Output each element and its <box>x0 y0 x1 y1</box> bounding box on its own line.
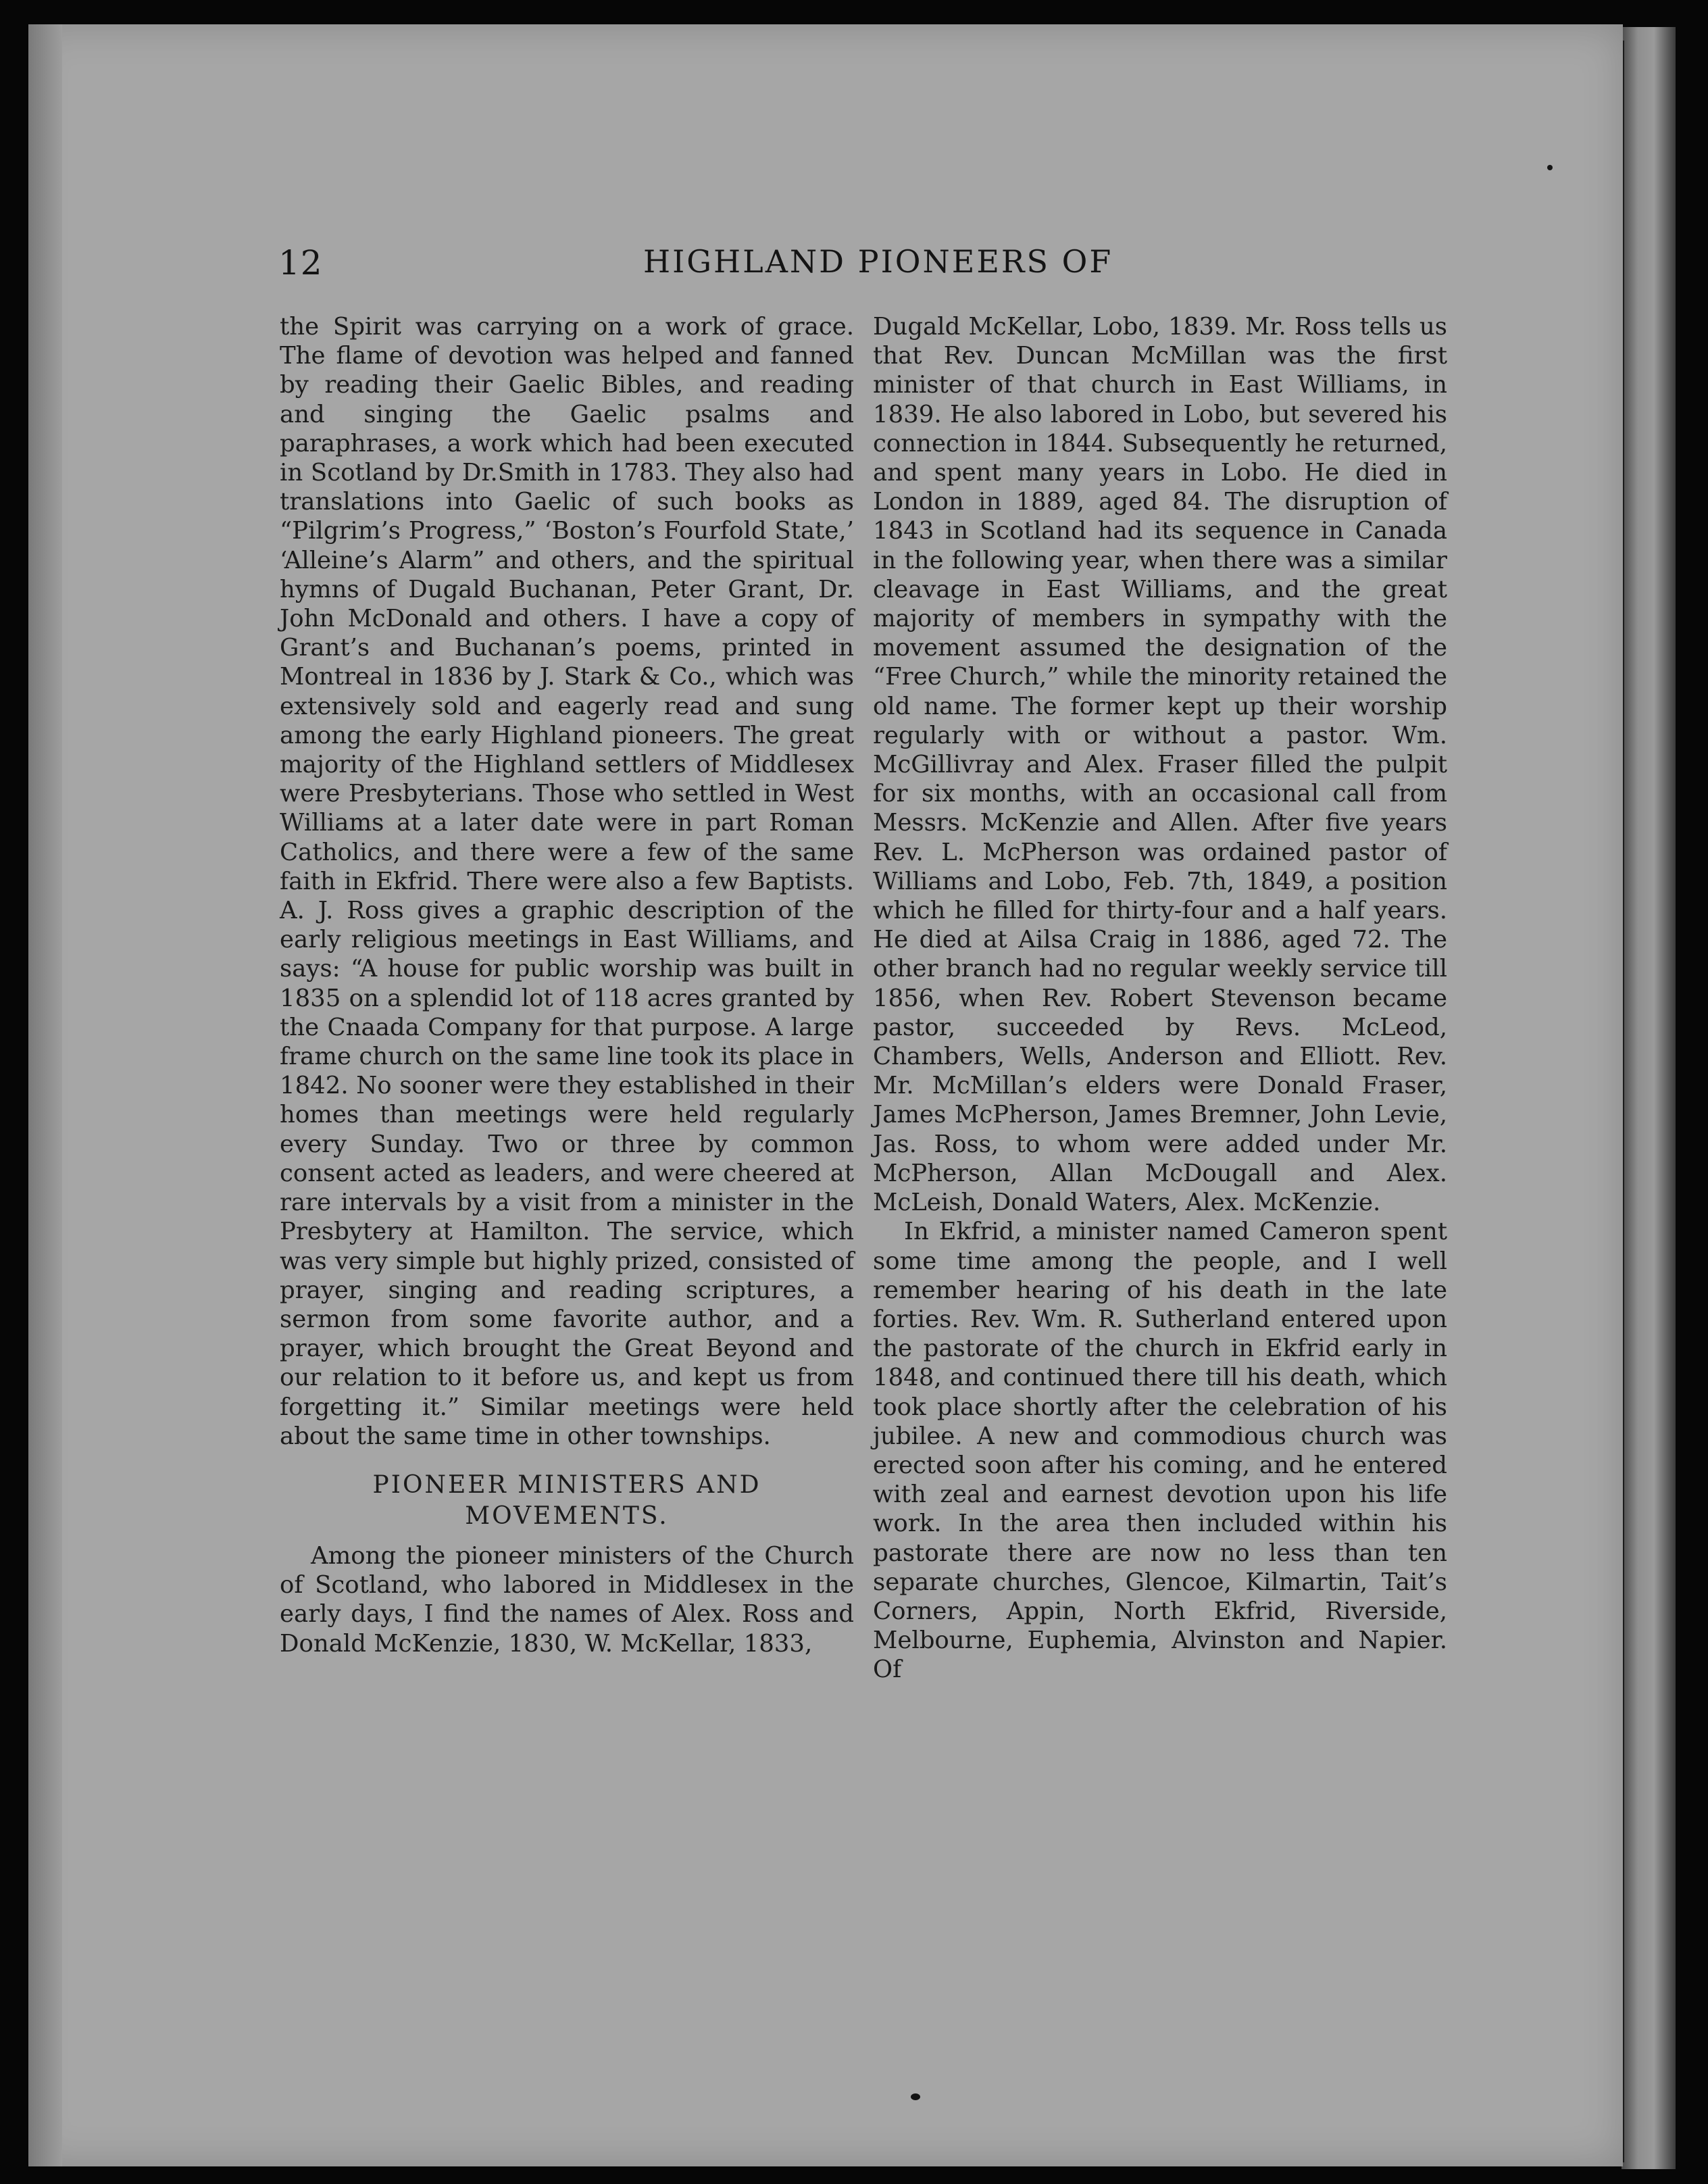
next-page-edge <box>1622 27 1676 2169</box>
right-paragraph-2: In Ekfrid, a minister named Cameron spent some time among the people, and I well remember hearing of his death in the late forties. Rev. Wm. R. Sutherland entered upon the pastorate of the church in Ekfrid early in 1848, and continued there till his death, which took place shortly after the celebration of his jubilee. A new and commodious church was erected soon after his coming, and he entered with zeal and earnest devotion upon his life work. In the area then included within his pastorate there are now no less than ten separate churches, Glencoe, Kilmartin, Tait’s Corners, Appin, North Ekfrid, Riverside, Melbourne, Euphemia, Alvinston and Napier. Of <box>873 1218 1447 1684</box>
dust-speck <box>1547 165 1553 170</box>
page-number: 12 <box>278 243 323 282</box>
ink-mark <box>911 2093 920 2100</box>
left-paragraph-2: Among the pioneer ministers of the Church of Scotland, who labored in Middlesex in the early days, I find the names of Alex. Ross and Donald McKenzie, 1830, W. McKellar, 1833, <box>280 1541 854 1658</box>
left-column <box>280 312 854 1658</box>
page-header <box>278 243 1454 291</box>
left-paragraph-1: the Spirit was carrying on a work of grace. The flame of devotion was helped and fanned by reading their Gaelic Bibles, and reading and singing the Gaelic psalms and paraphrases, a work which had been executed in Scotland by Dr.Smith in 1783. They also had translations into Gaelic of such books as “Pilgrim’s Progress,” ‘Boston’s Fourfold State,’ ‘Alleine’s Alarm” and others, and the spiritual hymns of Dugald Buchanan, Peter Grant, Dr. John McDonald and others. I have a copy of Grant’s and Buchanan’s poems, printed in Montreal in 1836 by J. Stark & Co., which was extensively sold and eagerly read and sung among the early Highland pioneers. The great majority of the Highland settlers of Middlesex were Presbyterians. Those who settled in West Williams at a later date were in part Roman Catholics, and there were a few of the same faith in Ekfrid. There were also a few Baptists. A. J. Ross gives a graphic description of the early religious meetings in East Williams, and says: “A house for public worship was built in 1835 on a splendid lot of 118 acres granted by the Cnaada Company for that purpose. A large frame church on the same line took its place in 1842. No sooner were they established in their homes than meetings were held regularly every Sunday. Two or three by common consent acted as leaders, and were cheered at rare intervals by a visit from a minister in the Presbytery at Hamilton. The service, which was very simple but highly prized, consisted of prayer, singing and reading scriptures, a sermon from some favorite author, and a prayer, which brought the Great Beyond and our relation to it before us, and kept us from forgetting it.” Similar meetings were held about the same time in other townships. <box>280 313 854 1450</box>
section-heading: PIONEER MINISTERS AND MOVEMENTS. <box>372 1470 761 1530</box>
page-left-edge <box>28 24 62 2166</box>
right-paragraph-1: Dugald McKellar, Lobo, 1839. Mr. Ross tells us that Rev. Duncan McMillan was the first minister of that church in East Williams, in 1839. He also labored in Lobo, but severed his connection in 1844. Subsequently he returned, and spent many years in Lobo. He died in London in 1889, aged 84. The disruption of 1843 in Scotland had its sequence in Canada in the following year, when there was a similar cleavage in East Williams, and the great majority of members in sympathy with the movement assumed the designation of the “Free Church,” while the minority retained the old name. The former kept up their worship regularly with or without a pastor. Wm. McGillivray and Alex. Fraser filled the pulpit for six months, with an occasional call from Messrs. McKenzie and Allen. After five years Rev. L. McPherson was ordained pastor of Williams and Lobo, Feb. 7th, 1849, a position which he filled for thirty-four and a half years. He died at Ailsa Craig in 1886, aged 72. The other branch had no regular weekly service till 1856, when Rev. Robert Stevenson became pastor, succeeded by Revs. McLeod, Chambers, Wells, Anderson and Elliott. Rev. Mr. McMillan’s elders were Donald Fraser, James McPherson, James Bremner, John Levie, Jas. Ross, to whom were added under Mr. McPherson, Allan McDougall and Alex. McLeish, Donald Waters, Alex. McKenzie. <box>873 313 1447 1217</box>
right-column <box>873 312 1447 1685</box>
running-title: HIGHLAND PIONEERS OF <box>643 243 1113 280</box>
